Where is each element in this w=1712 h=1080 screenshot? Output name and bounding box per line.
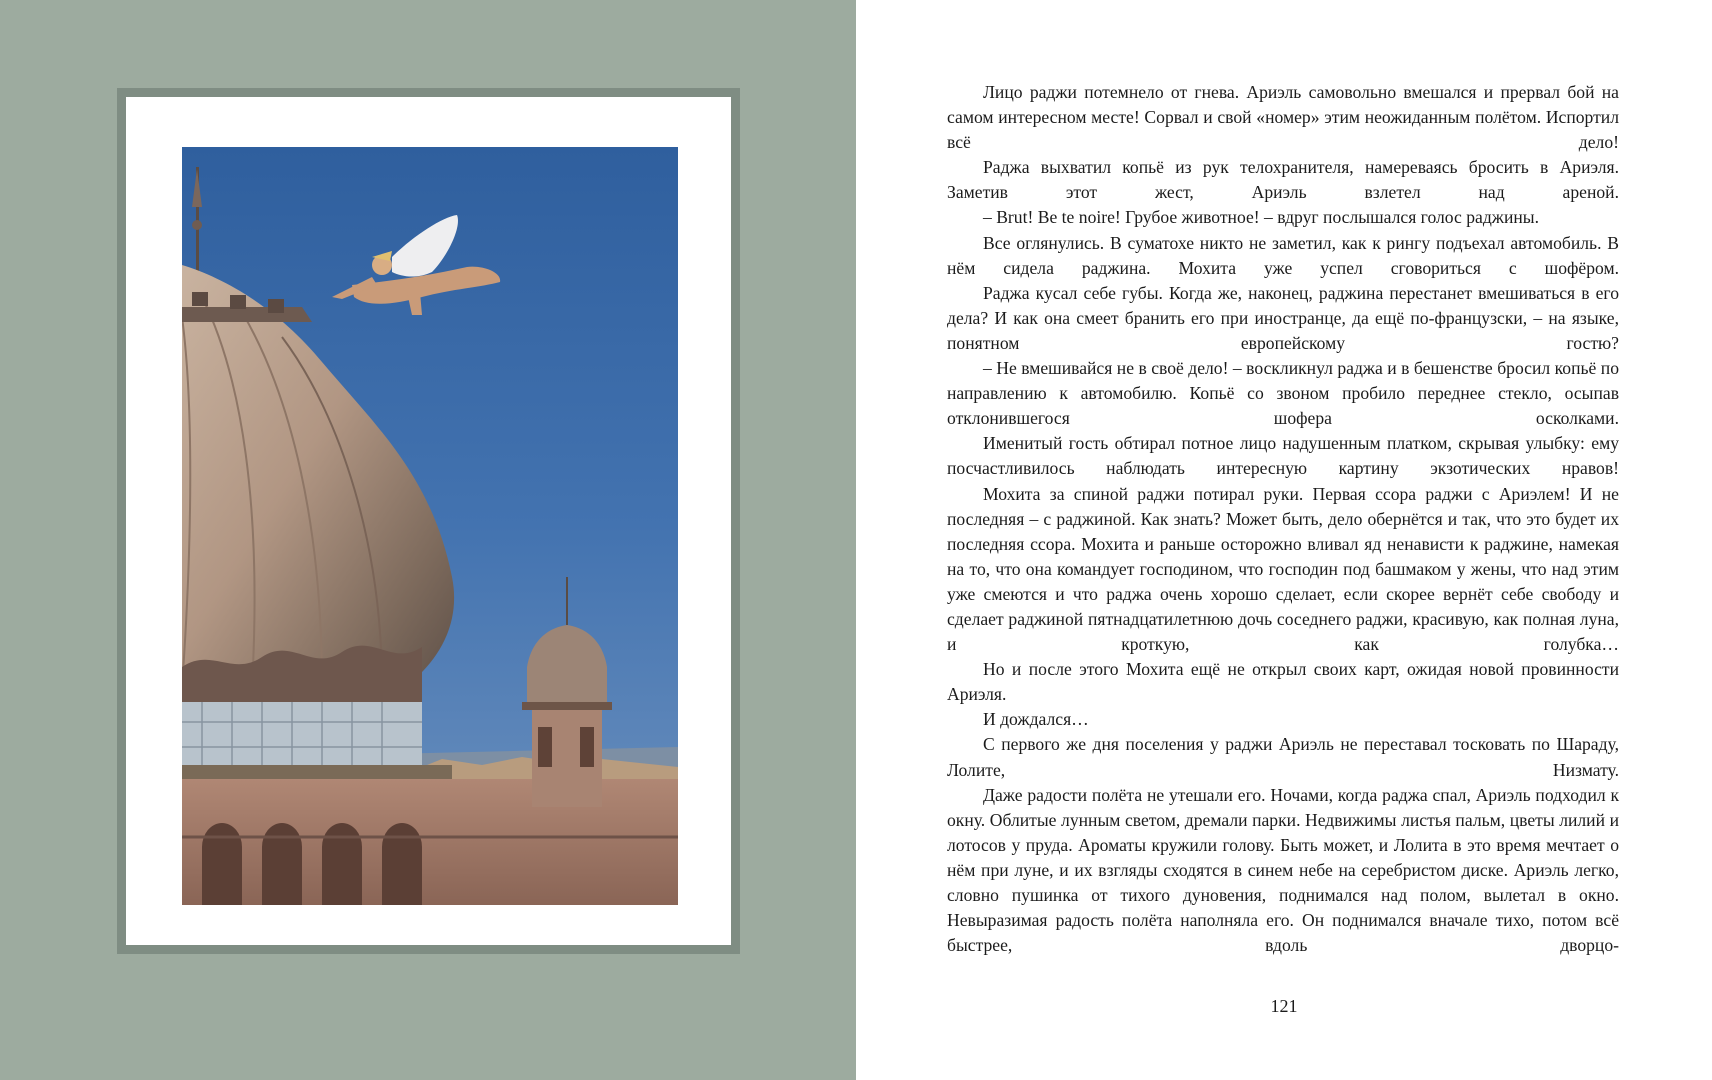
paragraph: Раджа кусал себе губы. Когда же, наконец, раджина перестанет вмешиваться в его дела? И как она смеет бранить его при иностранце, да ещё по-французски, – на языке, понятном европейскому гостю?	[947, 282, 1619, 353]
paragraph: Даже радости полёта не утешали его. Ночами, когда раджа спал, Ариэль подходил к окну. Облитые лунным светом, дремали парки. Недвижимы листья пальм, цветы лилий и лотосов у пруда. Ароматы кружили голову. Быть может, и Лолита в это время мечтает о нём при луне, и их взгляды сходятся в синем небе на серебристом диске. Ариэль легко, словно пушинка от тихого дуновения, поднимался над полом, вылетал в окно. Невыразимая радость полёта наполняла его. Он поднимался вначале тихо, потом всё быстрее, вдоль дворцо-	[947, 784, 1619, 956]
paragraph: Раджа выхватил копьё из рук телохранителя, намереваясь бросить в Ариэля. Заметив этот жест, Ариэль взлетел над ареной.	[947, 157, 1619, 203]
paragraph: Именитый гость обтирал потное лицо надушенным платком, скрывая улыбку: ему посчастливилось наблюдать интересную картину экзотических нравов!	[947, 433, 1619, 479]
paragraph: – Brut! Be te noire! Грубое животное! – вдруг послышался голос раджины.	[983, 207, 1540, 228]
paragraph: Мохита за спиной раджи потирал руки. Первая ссора раджи с Ариэлем! И не последняя – с раджиной. Как знать? Может быть, дело обернётся и так, что это будет их последняя ссора. Мохита и раньше осторожно вливал яд ненависти к раджине, намекая на то, что она командует господином, что господин под башмаком у жены, что над этим уже смеются и что раджа очень хорошо сделает, если скорее вернёт себе свободу и сделает раджиной пятнадцатилетнюю дочь соседнего раджи, красивую, как полная луна, и кроткую, как голубка…	[947, 483, 1619, 655]
paragraph: И дождался…	[983, 709, 1089, 730]
illustration	[182, 147, 678, 905]
body-text	[947, 80, 1619, 958]
paragraph: – Не вмешивайся не в своё дело! – воскликнул раджа и в бешенстве бросил копьё по направлению к автомобилю. Копьё со звоном пробило переднее стекло, осыпав отклонившегося шофера осколками.	[947, 358, 1619, 429]
paragraph: С первого же дня поселения у раджи Ариэль не переставал тосковать по Шараду, Лолите, Низмату.	[947, 734, 1619, 780]
paragraph: Но и после этого Мохита ещё не открыл своих карт, ожидая новой провинности Ариэля.	[947, 659, 1619, 705]
page-number: 121	[1270, 996, 1298, 1016]
paragraph: Лицо раджи потемнело от гнева. Ариэль самовольно вмешался и прервал бой на самом интересном месте! Сорвал и свой «номер» этим неожиданным полётом. Испортил всё дело!	[947, 82, 1619, 153]
paragraph: Все оглянулись. В суматохе никто не заметил, как к рингу подъехал автомобиль. В нём сидела раджина. Мохита уже успел сговориться с шофёром.	[947, 232, 1619, 278]
right-page	[856, 0, 1712, 1080]
